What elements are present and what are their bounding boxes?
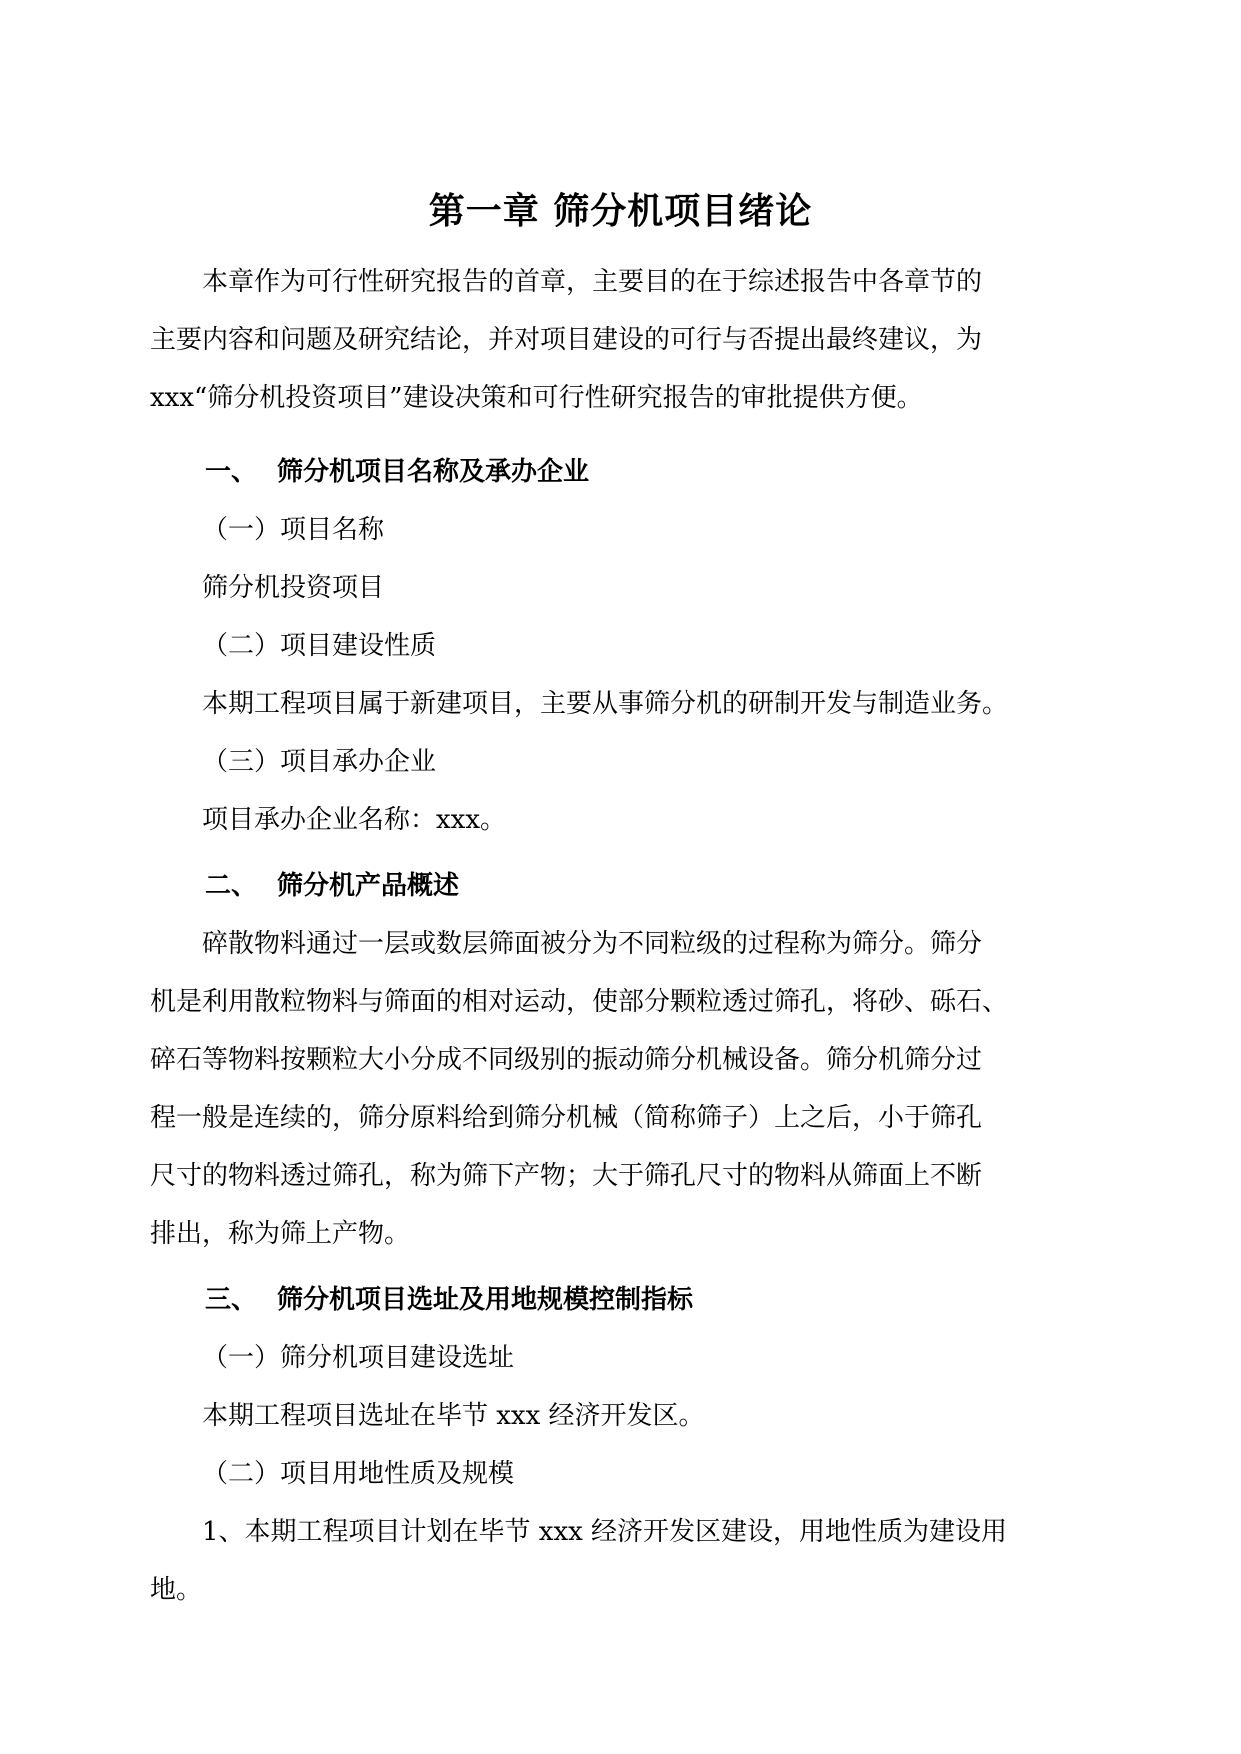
paragraph-line: 尺寸的物料透过筛孔，称为筛下产物；大于筛孔尺寸的物料从筛面上不断 bbox=[150, 1161, 983, 1191]
paragraph-text: 本期工程项目选址在毕节 xxx 经济开发区。 bbox=[202, 1401, 705, 1431]
section-heading bbox=[150, 857, 1095, 915]
subsection-label: （二）项目建设性质 bbox=[202, 631, 437, 661]
section-heading bbox=[150, 443, 1095, 501]
section-number: 三、 bbox=[205, 1285, 258, 1315]
land-use-paragraph bbox=[150, 1503, 1095, 1619]
chapter-title: 第一章 筛分机项目绪论 bbox=[428, 191, 813, 232]
subsection-label: （二）项目用地性质及规模 bbox=[202, 1459, 515, 1489]
paragraph-line: 排出，称为筛上产物。 bbox=[150, 1219, 411, 1249]
paragraph-text: 本期工程项目属于新建项目，主要从事筛分机的研制开发与制造业务。 bbox=[202, 689, 1009, 719]
paragraph-line: 1、本期工程项目计划在毕节 xxx 经济开发区建设，用地性质为建设用 bbox=[202, 1517, 1008, 1547]
subsection-label: （三）项目承办企业 bbox=[202, 747, 437, 777]
section-title: 筛分机产品概述 bbox=[277, 871, 460, 901]
section-title: 筛分机项目名称及承办企业 bbox=[277, 457, 590, 487]
paragraph-text: 项目承办企业名称：xxx。 bbox=[202, 805, 506, 835]
paragraph-line: 地。 bbox=[150, 1575, 203, 1605]
subsection-label: （一）项目名称 bbox=[202, 515, 385, 545]
product-overview-paragraph bbox=[150, 915, 1095, 1263]
section-title: 筛分机项目选址及用地规模控制指标 bbox=[277, 1285, 694, 1315]
section-number: 一、 bbox=[205, 457, 258, 487]
paragraph-line: 程一般是连续的，筛分原料给到筛分机械（简称筛子）上之后，小于筛孔 bbox=[150, 1103, 983, 1133]
intro-line: 本章作为可行性研究报告的首章，主要目的在于综述报告中各章节的 bbox=[202, 267, 983, 297]
section-heading bbox=[150, 1271, 1095, 1329]
intro-paragraph bbox=[150, 253, 1095, 427]
intro-line: xxx“筛分机投资项目”建设决策和可行性研究报告的审批提供方便。 bbox=[150, 383, 923, 413]
paragraph-line: 机是利用散粒物料与筛面的相对运动，使部分颗粒透过筛孔，将砂、砾石、 bbox=[150, 987, 1009, 1017]
paragraph-line: 碎散物料通过一层或数层筛面被分为不同粒级的过程称为筛分。筛分 bbox=[202, 929, 983, 959]
section-number: 二、 bbox=[205, 871, 258, 901]
paragraph-line: 碎石等物料按颗粒大小分成不同级别的振动筛分机械设备。筛分机筛分过 bbox=[150, 1045, 983, 1075]
document-body bbox=[150, 253, 1095, 1619]
paragraph-text: 筛分机投资项目 bbox=[202, 573, 385, 603]
intro-line: 主要内容和问题及研究结论，并对项目建设的可行与否提出最终建议，为 bbox=[150, 325, 983, 355]
subsection-label: （一）筛分机项目建设选址 bbox=[202, 1343, 515, 1373]
